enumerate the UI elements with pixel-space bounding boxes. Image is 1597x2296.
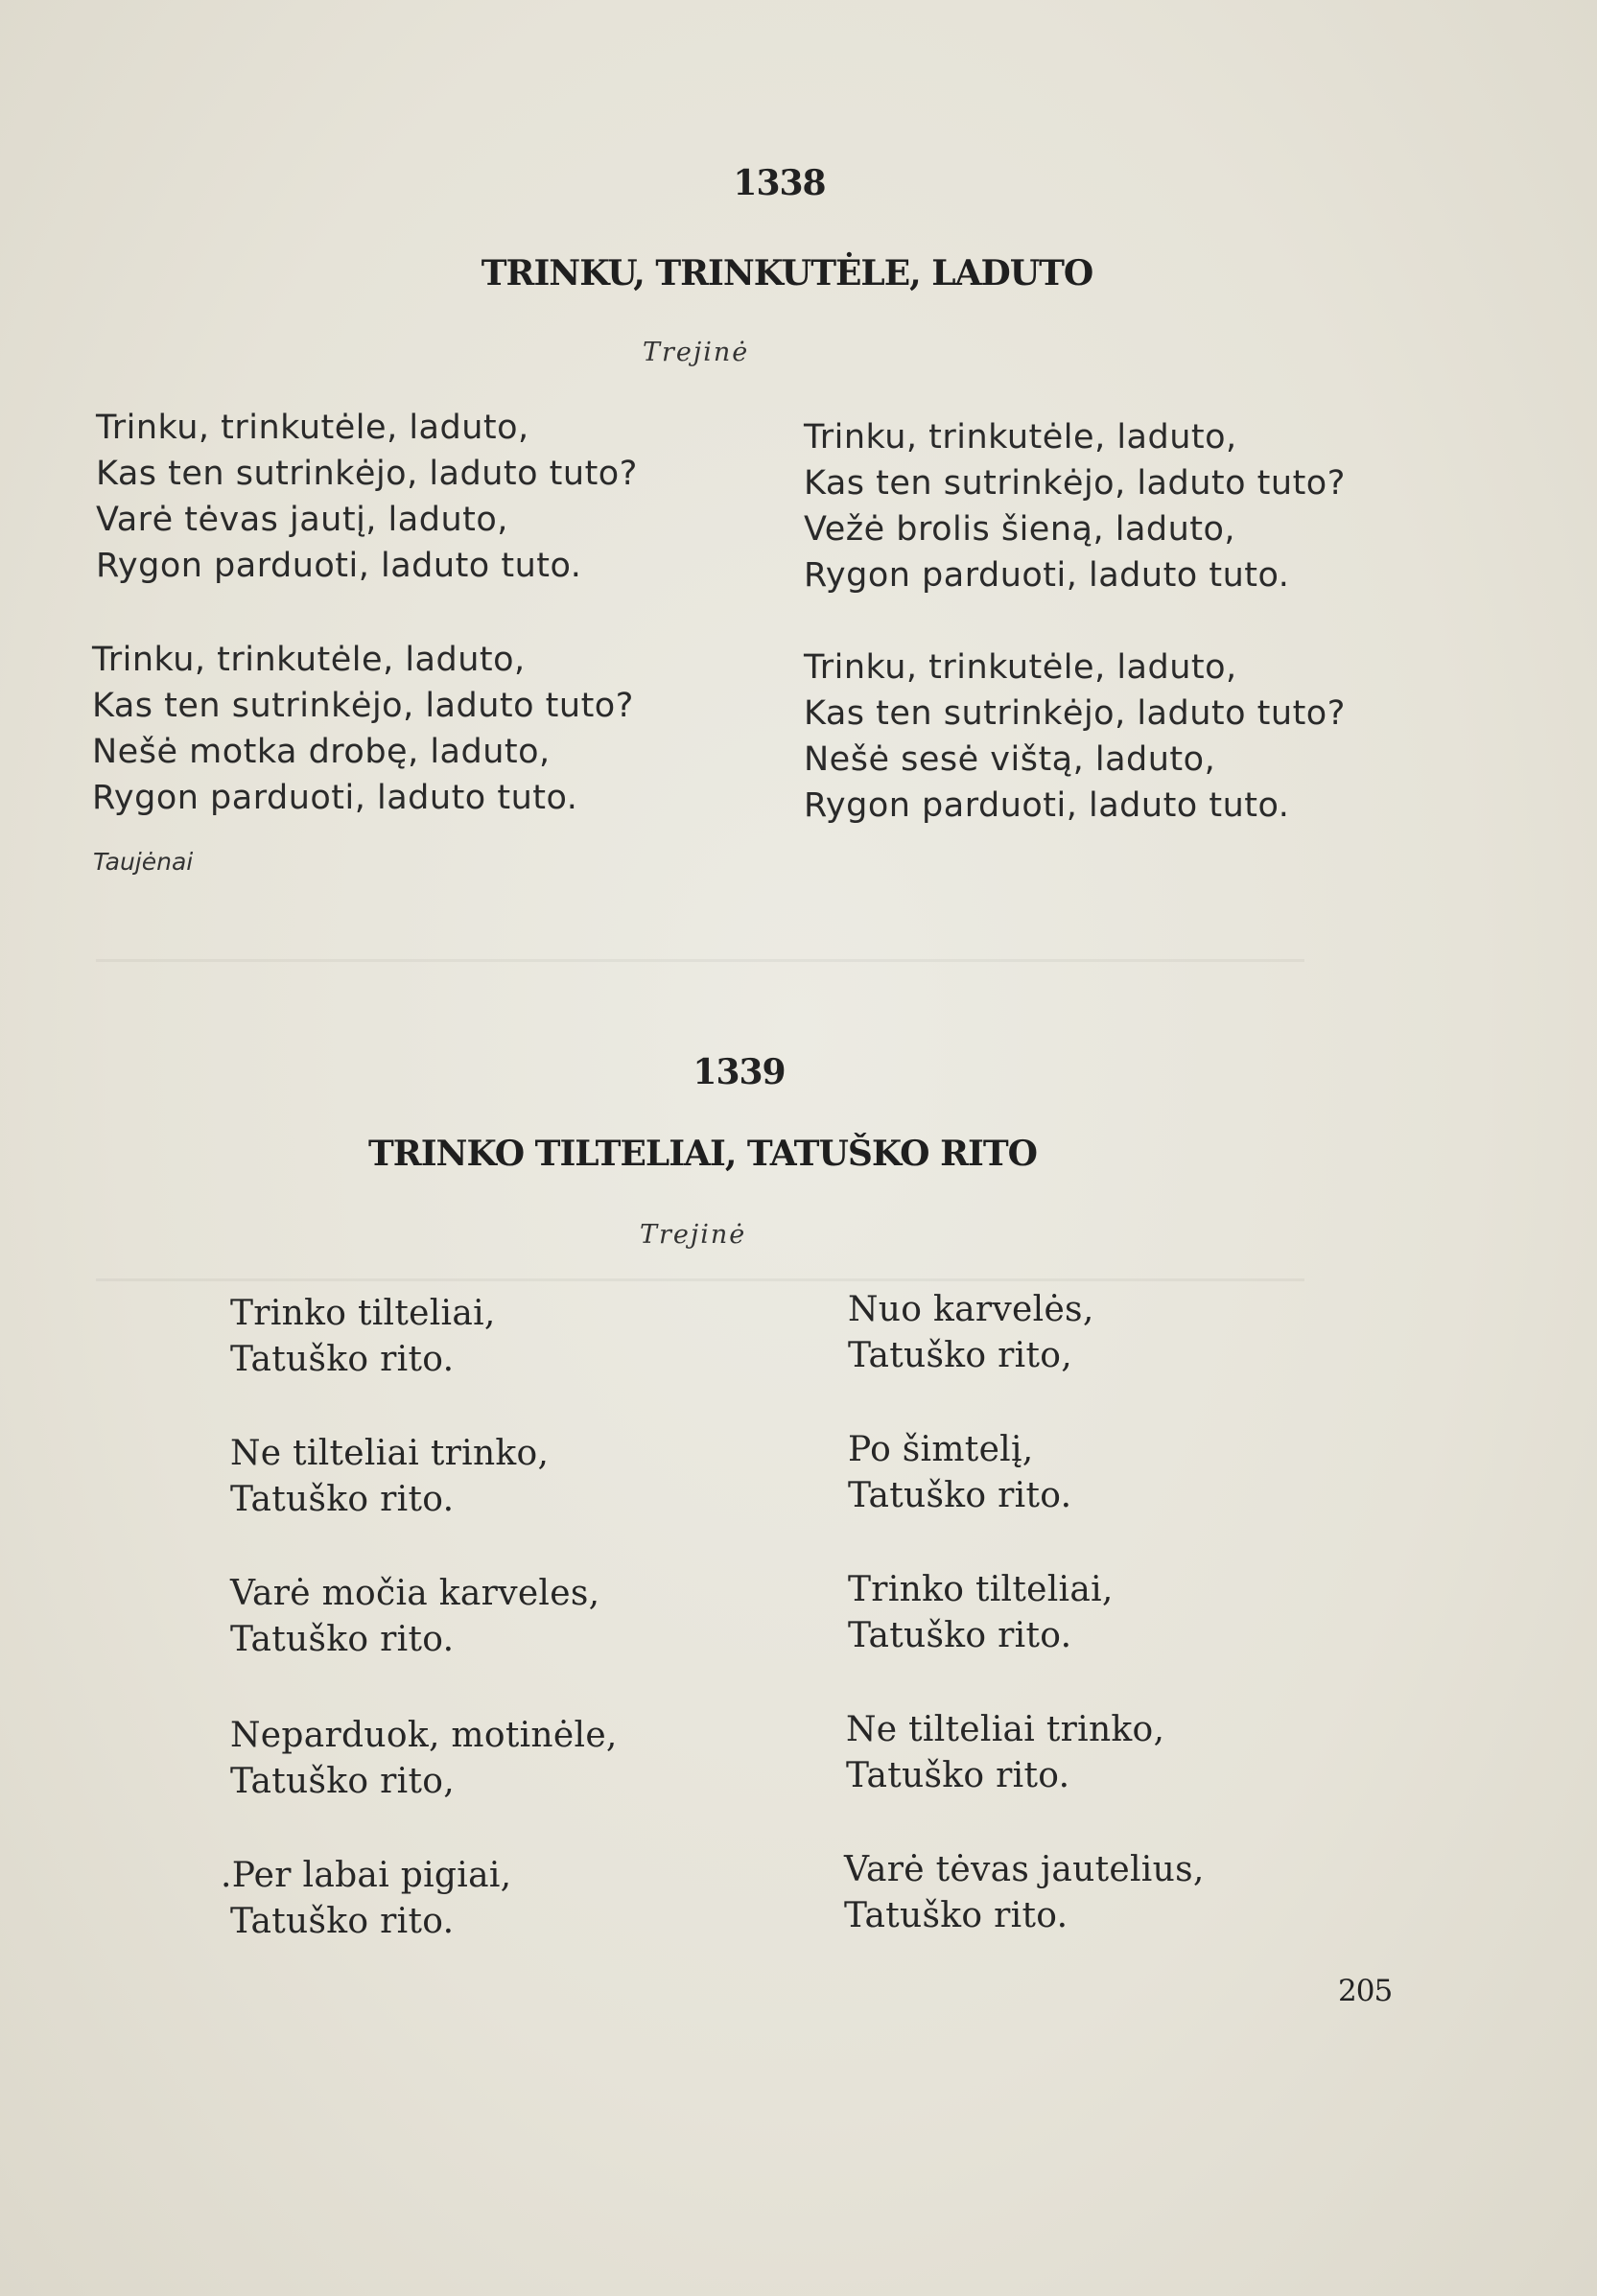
page-number: 205: [1338, 1974, 1393, 2008]
verse-line: Tatuško rito.: [230, 1902, 455, 1941]
verse-line: Tatuško rito.: [846, 1756, 1070, 1795]
verse-line: Rygon parduoti, laduto tuto.: [804, 786, 1290, 825]
stanza-1339-3: [230, 1431, 549, 1523]
verse-line: Nešė motka drobę, laduto,: [92, 733, 551, 771]
song-number-1338: 1338: [733, 163, 826, 203]
verse-line: Varė tėvas jautelius,: [844, 1850, 1205, 1889]
song-title-1338: TRINKU, TRINKUTĖLE, LADUTO: [481, 253, 1093, 293]
verse-line: Trinku, trinkutėle, laduto,: [92, 641, 526, 679]
verse-line: Trinku, trinkutėle, laduto,: [804, 418, 1237, 457]
verse-line: Ne tilteliai trinko,: [230, 1434, 550, 1473]
verse-line: Kas ten sutrinkėjo, laduto tuto?: [804, 694, 1346, 733]
verse-line: Trinku, trinkutėle, laduto,: [96, 409, 529, 447]
stanza-1339-8: [846, 1707, 1164, 1799]
verse-line: Rygon parduoti, laduto tuto.: [92, 779, 578, 817]
verse-line: Rygon parduoti, laduto tuto.: [96, 547, 582, 585]
place-name: Taujėnai: [93, 848, 194, 876]
verse-line: Kas ten sutrinkėjo, laduto tuto?: [96, 455, 638, 493]
verse-line: Trinko tilteliai,: [848, 1570, 1114, 1609]
stanza-1339-1: [230, 1291, 496, 1383]
stanza-1338-4: [804, 644, 1346, 829]
song-genre-1338: Trejinė: [643, 338, 750, 367]
stanza-1339-2: [848, 1287, 1094, 1379]
stanza-1339-9: [221, 1853, 511, 1945]
verse-line: Neparduok, motinėle,: [230, 1716, 618, 1755]
verse-line: Vežė brolis šieną, laduto,: [804, 510, 1236, 549]
verse-line: Nešė sesė vištą, laduto,: [804, 740, 1216, 779]
verse-line: Kas ten sutrinkėjo, laduto tuto?: [804, 464, 1346, 503]
stanza-1339-4: [848, 1427, 1071, 1519]
verse-line: Varė tėvas jautį, laduto,: [96, 501, 508, 539]
song-title-1339: TRINKO TILTELIAI, TATUŠKO RITO: [368, 1134, 1037, 1174]
verse-line: Rygon parduoti, laduto tuto.: [804, 556, 1290, 595]
verse-line: Tatuško rito.: [230, 1480, 455, 1519]
stanza-1338-2: [804, 414, 1346, 598]
verse-line: .Per labai pigiai,: [221, 1856, 512, 1895]
verse-line: Nuo karvelės,: [848, 1290, 1094, 1329]
verse-line: Tatuško rito.: [848, 1476, 1072, 1515]
verse-line: Trinku, trinkutėle, laduto,: [804, 648, 1237, 687]
stanza-1338-1: [96, 405, 638, 589]
stanza-1338-3: [92, 637, 634, 821]
verse-line: Trinko tilteliai,: [230, 1294, 496, 1333]
verse-line: Kas ten sutrinkėjo, laduto tuto?: [92, 687, 634, 725]
stanza-1339-6: [848, 1567, 1114, 1659]
stanza-1339-5: [230, 1571, 599, 1663]
song-number-1339: 1339: [693, 1052, 786, 1092]
stanza-1339-7: [230, 1713, 618, 1805]
verse-line: Ne tilteliai trinko,: [846, 1710, 1165, 1749]
verse-line: Tatuško rito,: [230, 1762, 455, 1801]
verse-line: Tatuško rito.: [230, 1340, 455, 1379]
verse-line: Varė močia karveles,: [230, 1574, 600, 1613]
verse-line: Tatuško rito.: [844, 1896, 1069, 1935]
verse-line: Tatuško rito.: [230, 1620, 455, 1659]
song-genre-1339: Trejinė: [640, 1220, 747, 1250]
stanza-1339-10: [844, 1847, 1205, 1939]
verse-line: Tatuško rito,: [848, 1336, 1072, 1375]
verse-line: Po šimtelį,: [848, 1430, 1034, 1469]
verse-line: Tatuško rito.: [848, 1616, 1072, 1655]
